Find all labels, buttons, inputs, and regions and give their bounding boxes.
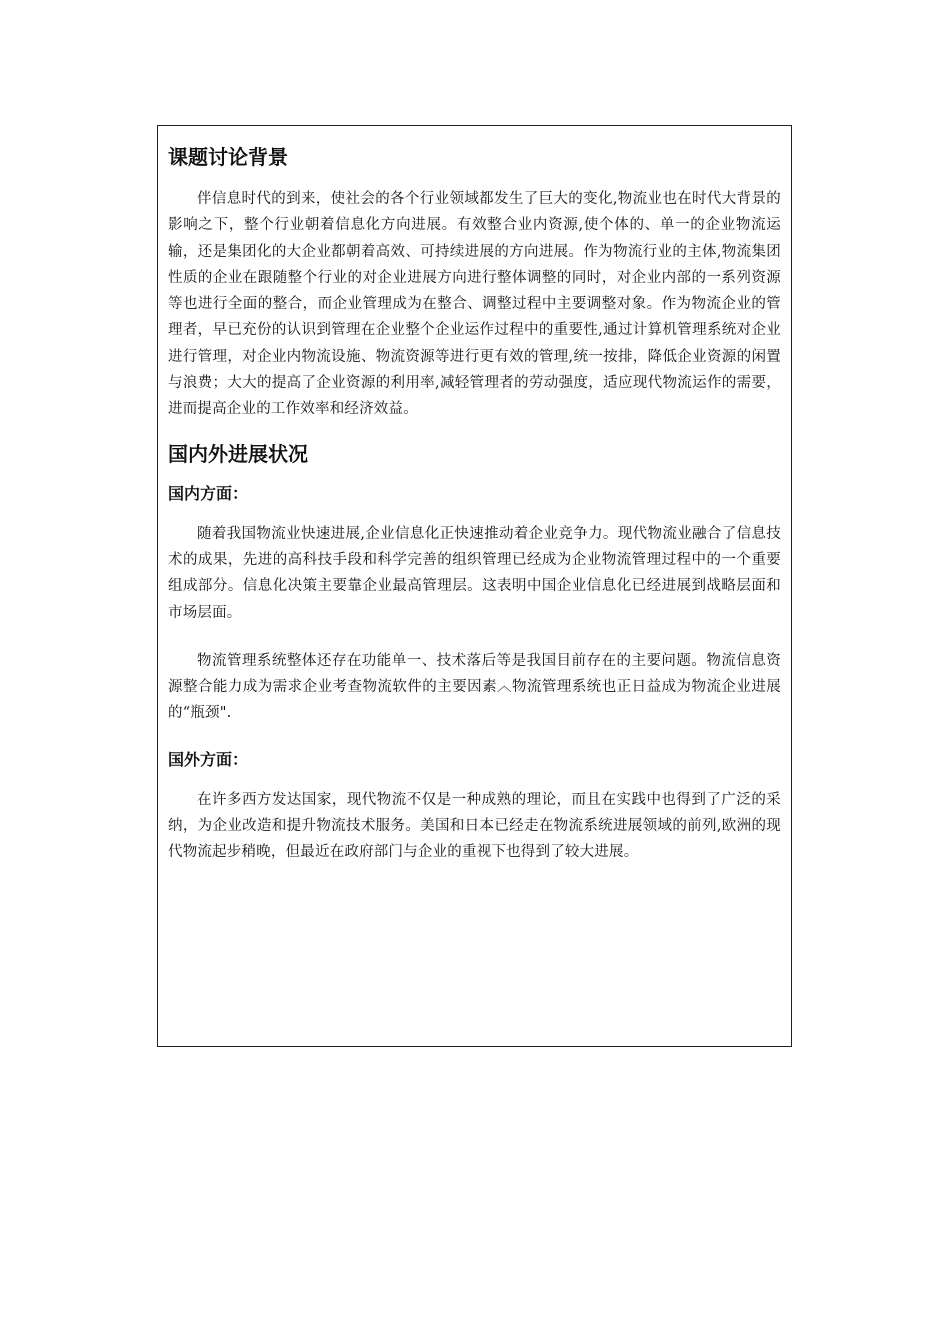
section-title-background: 课题讨论背景 [168, 145, 288, 169]
domestic-paragraph-2: 物流管理系统整体还存在功能单一、技术落后等是我国目前存在的主要问题。物流信息资源整合能力成为需求企业考查物流软件的主要因素︿物流管理系统也正日益成为物流企业进展的“瓶颈". [168, 652, 781, 722]
domestic-heading: 国内方面： [168, 483, 249, 503]
domestic-paragraph-1: 随着我国物流业快速进展,企业信息化正快速推动着企业竞争力。现代物流业融合了信息技术的成果，先进的高科技手段和科学完善的组织管理已经成为企业物流管理过程中的一个重要组成部分。信息化决策主要靠企业最高管理层。这表明中国企业信息化已经进展到战略层面和市场层面。 [168, 525, 781, 621]
foreign-paragraph: 在许多西方发达国家，现代物流不仅是一种成熟的理论，而且在实践中也得到了广泛的采纳，为企业改造和提升物流技术服务。美国和日本已经走在物流系统进展领域的前列,欧洲的现代物流起步稍晚，但最近在政府部门与企业的重视下也得到了较大进展。 [168, 791, 781, 861]
document-frame [157, 125, 792, 1047]
foreign-heading: 国外方面： [168, 749, 249, 769]
section-title-status: 国内外进展状况 [168, 441, 308, 466]
background-paragraph: 伴信息时代的到来，使社会的各个行业领域都发生了巨大的变化,物流业也在时代大背景的影响之下，整个行业朝着信息化方向进展。有效整合业内资源,使个体的、单一的企业物流运输，还是集团化的大企业都朝着高效、可持续进展的方向进展。作为物流行业的主体,物流集团性质的企业在跟随整个行业的对企业进展方向进行整体调整的同时，对企业内部的一系列资源等也进行全面的整合，而企业管理成为在整合、调整过程中主要调整对象。作为物流企业的管理者，早已充份的认识到管理在企业整个企业运作过程中的重要性,通过计算机管理系统对企业进行管理，对企业内物流设施、物流资源等进行更有效的管理,统一按排，降低企业资源的闲置与浪费；大大的提高了企业资源的利用率,减轻管理者的劳动强度，适应现代物流运作的需要，进而提高企业的工作效率和经济效益。 [168, 191, 781, 418]
